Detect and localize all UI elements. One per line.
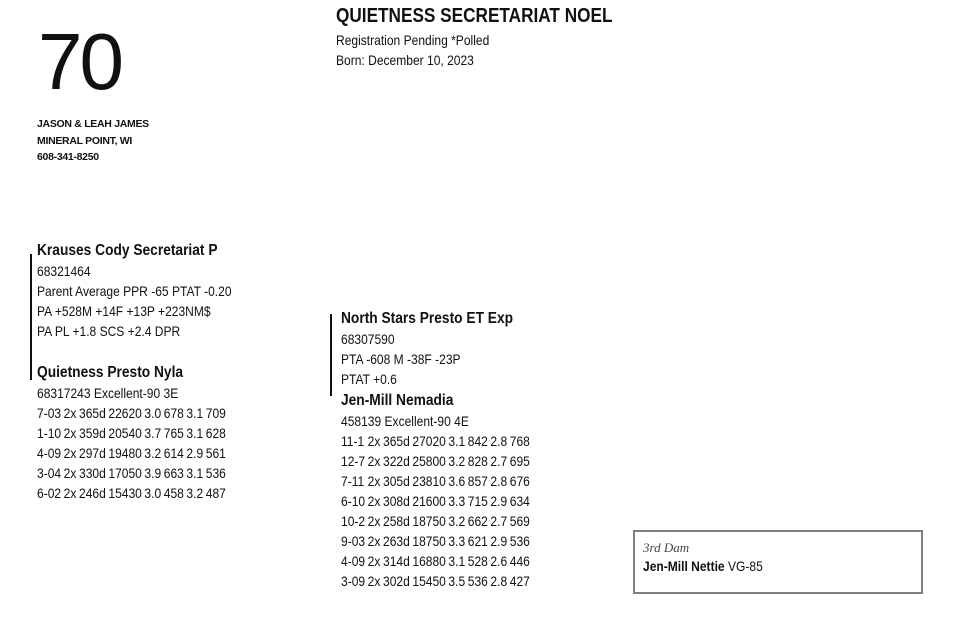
birth-date: Born: December 10, 2023 [336, 51, 474, 68]
record-cell: 857 [467, 473, 488, 489]
record-cell: 322d [382, 453, 410, 469]
record-cell: 446 [509, 553, 530, 569]
sire-block [37, 241, 232, 341]
record-cell: 3.3 [448, 493, 466, 509]
record-row [341, 431, 532, 451]
record-cell: 7-03 [37, 405, 62, 421]
record-cell: 3.6 [448, 473, 466, 489]
record-row [341, 571, 532, 591]
record-cell: 2x [367, 553, 381, 569]
record-cell: 528 [467, 553, 488, 569]
record-cell: 6-10 [341, 493, 366, 509]
record-cell: 10-2 [341, 513, 366, 529]
record-cell: 634 [509, 493, 530, 509]
record-cell: 628 [205, 425, 226, 441]
sire-pta-1: Parent Average PPR -65 PTAT -0.20 [37, 283, 232, 299]
record-cell: 2.8 [490, 473, 508, 489]
record-cell: 2.7 [490, 513, 508, 529]
record-cell: 663 [163, 465, 184, 481]
record-cell: 2.9 [490, 493, 508, 509]
record-cell: 2.7 [490, 453, 508, 469]
third-dam-label: 3rd Dam [643, 540, 690, 555]
record-cell: 2x [367, 513, 381, 529]
record-cell: 2x [63, 485, 77, 501]
record-cell: 27020 [412, 433, 446, 449]
consignor-phone: 608-341-8250 [37, 151, 99, 163]
record-cell: 314d [382, 553, 410, 569]
record-cell: 695 [509, 453, 530, 469]
record-cell: 709 [205, 405, 226, 421]
record-cell: 3.5 [448, 573, 466, 589]
record-cell: 621 [467, 533, 488, 549]
sire-name: Krauses Cody Secretariat P [37, 242, 218, 259]
record-cell: 3.2 [186, 485, 204, 501]
dam-sire-reg: 68307590 [341, 331, 395, 347]
third-dam-box [633, 530, 923, 594]
record-cell: 12-7 [341, 453, 366, 469]
record-cell: 768 [509, 433, 530, 449]
record-cell: 7-11 [341, 473, 365, 489]
animal-info [336, 31, 489, 70]
record-row [341, 491, 532, 511]
dam-sire-pta-1: PTA -608 M -38F -23P [341, 351, 461, 367]
record-cell: 19480 [108, 445, 142, 461]
record-cell: 308d [382, 493, 410, 509]
record-cell: 2.8 [490, 433, 508, 449]
record-cell: 11-1 [341, 433, 365, 449]
record-cell: 258d [382, 513, 410, 529]
record-row [341, 531, 532, 551]
record-cell: 3-09 [341, 573, 366, 589]
record-cell: 4-09 [37, 445, 62, 461]
record-cell: 6-02 [37, 485, 62, 501]
record-cell: 3.2 [144, 445, 162, 461]
record-cell: 25800 [412, 453, 446, 469]
record-cell: 330d [78, 465, 106, 481]
record-cell: 3.1 [186, 465, 204, 481]
record-cell: 18750 [412, 513, 446, 529]
record-cell: 359d [78, 425, 106, 441]
granddam-name: Jen-Mill Nemadia [341, 392, 454, 409]
dam-sire-pta-2: PTAT +0.6 [341, 371, 397, 387]
record-cell: 3.3 [448, 533, 466, 549]
sire-reg: 68321464 [37, 263, 91, 279]
record-cell: 2x [367, 453, 381, 469]
consignor-info [37, 116, 149, 166]
record-cell: 536 [467, 573, 488, 589]
record-cell: 2x [367, 493, 381, 509]
record-cell: 2x [63, 425, 77, 441]
record-cell: 263d [382, 533, 410, 549]
third-dam-score: VG-85 [724, 558, 763, 574]
record-cell: 9-03 [341, 533, 366, 549]
record-cell: 614 [163, 445, 184, 461]
record-cell: 569 [509, 513, 530, 529]
record-cell: 2x [63, 465, 77, 481]
record-cell: 3.2 [448, 513, 466, 529]
consignor-location: MINERAL POINT, WI [37, 134, 133, 147]
record-cell: 3.1 [448, 553, 466, 569]
record-cell: 4-09 [341, 553, 366, 569]
record-cell: 2x [367, 533, 381, 549]
record-cell: 2.9 [490, 533, 508, 549]
animal-name: QUIETNESS SECRETARIAT NOEL [336, 5, 613, 27]
record-cell: 3.1 [186, 425, 204, 441]
dam-block [37, 363, 228, 503]
record-cell: 2x [367, 473, 381, 489]
record-row [37, 463, 228, 483]
record-cell: 842 [467, 433, 488, 449]
record-cell: 2.8 [490, 573, 508, 589]
record-cell: 676 [509, 473, 530, 489]
lot-number: 70 [38, 17, 121, 106]
record-cell: 17050 [108, 465, 142, 481]
record-row [37, 423, 228, 443]
granddam-block [341, 391, 532, 591]
dam-records [37, 403, 228, 503]
record-cell: 3.0 [144, 405, 162, 421]
record-cell: 18750 [412, 533, 446, 549]
record-cell: 365d [382, 433, 410, 449]
record-cell: 678 [163, 405, 184, 421]
record-cell: 21600 [412, 493, 446, 509]
record-cell: 765 [163, 425, 184, 441]
record-cell: 536 [509, 533, 530, 549]
record-row [37, 403, 228, 423]
granddam-records [341, 431, 532, 591]
record-cell: 20540 [108, 425, 142, 441]
record-cell: 2x [63, 445, 77, 461]
sire-line [30, 254, 32, 380]
record-row [341, 471, 532, 491]
record-cell: 2x [367, 573, 381, 589]
dam-sire-name: North Stars Presto ET Exp [341, 310, 514, 327]
record-cell: 2x [367, 433, 381, 449]
record-cell: 3.7 [144, 425, 162, 441]
record-cell: 1-10 [37, 425, 62, 441]
dam-reg: 68317243 Excellent-90 3E [37, 385, 179, 401]
record-cell: 15430 [108, 485, 142, 501]
record-cell: 2.9 [186, 445, 204, 461]
third-dam-info [643, 558, 763, 574]
record-cell: 3.2 [448, 453, 466, 469]
record-cell: 828 [467, 453, 488, 469]
record-cell: 23810 [412, 473, 446, 489]
record-cell: 3.9 [144, 465, 162, 481]
record-cell: 365d [78, 405, 106, 421]
record-cell: 427 [509, 573, 530, 589]
granddam-reg: 458139 Excellent-90 4E [341, 413, 469, 429]
sire-pta-3: PA PL +1.8 SCS +2.4 DPR [37, 323, 181, 339]
record-cell: 15450 [412, 573, 446, 589]
dam-sire-line [330, 314, 332, 396]
record-cell: 3.1 [448, 433, 466, 449]
record-cell: 3.0 [144, 485, 162, 501]
record-cell: 22620 [108, 405, 142, 421]
registration-status: Registration Pending *Polled [336, 32, 490, 48]
dam-name: Quietness Presto Nyla [37, 364, 184, 381]
record-row [37, 443, 228, 463]
record-cell: 561 [205, 445, 226, 461]
record-cell: 305d [382, 473, 410, 489]
dam-sire-block [341, 309, 513, 389]
record-row [341, 551, 532, 571]
record-cell: 3-04 [37, 465, 62, 481]
record-cell: 297d [78, 445, 106, 461]
record-cell: 16880 [412, 553, 446, 569]
record-cell: 536 [205, 465, 226, 481]
record-cell: 715 [467, 493, 488, 509]
record-cell: 662 [467, 513, 488, 529]
record-cell: 458 [163, 485, 184, 501]
record-row [341, 511, 532, 531]
record-row [37, 483, 228, 503]
record-cell: 487 [205, 485, 226, 501]
record-cell: 302d [382, 573, 410, 589]
consignor-name: JASON & LEAH JAMES [37, 118, 149, 130]
record-cell: 246d [78, 485, 106, 501]
record-cell: 2.6 [490, 553, 508, 569]
sire-pta-2: PA +528M +14F +13P +223NM$ [37, 303, 211, 319]
record-cell: 2x [63, 405, 77, 421]
record-cell: 3.1 [186, 405, 204, 421]
third-dam-name: Jen-Mill Nettie [643, 558, 725, 574]
record-row [341, 451, 532, 471]
